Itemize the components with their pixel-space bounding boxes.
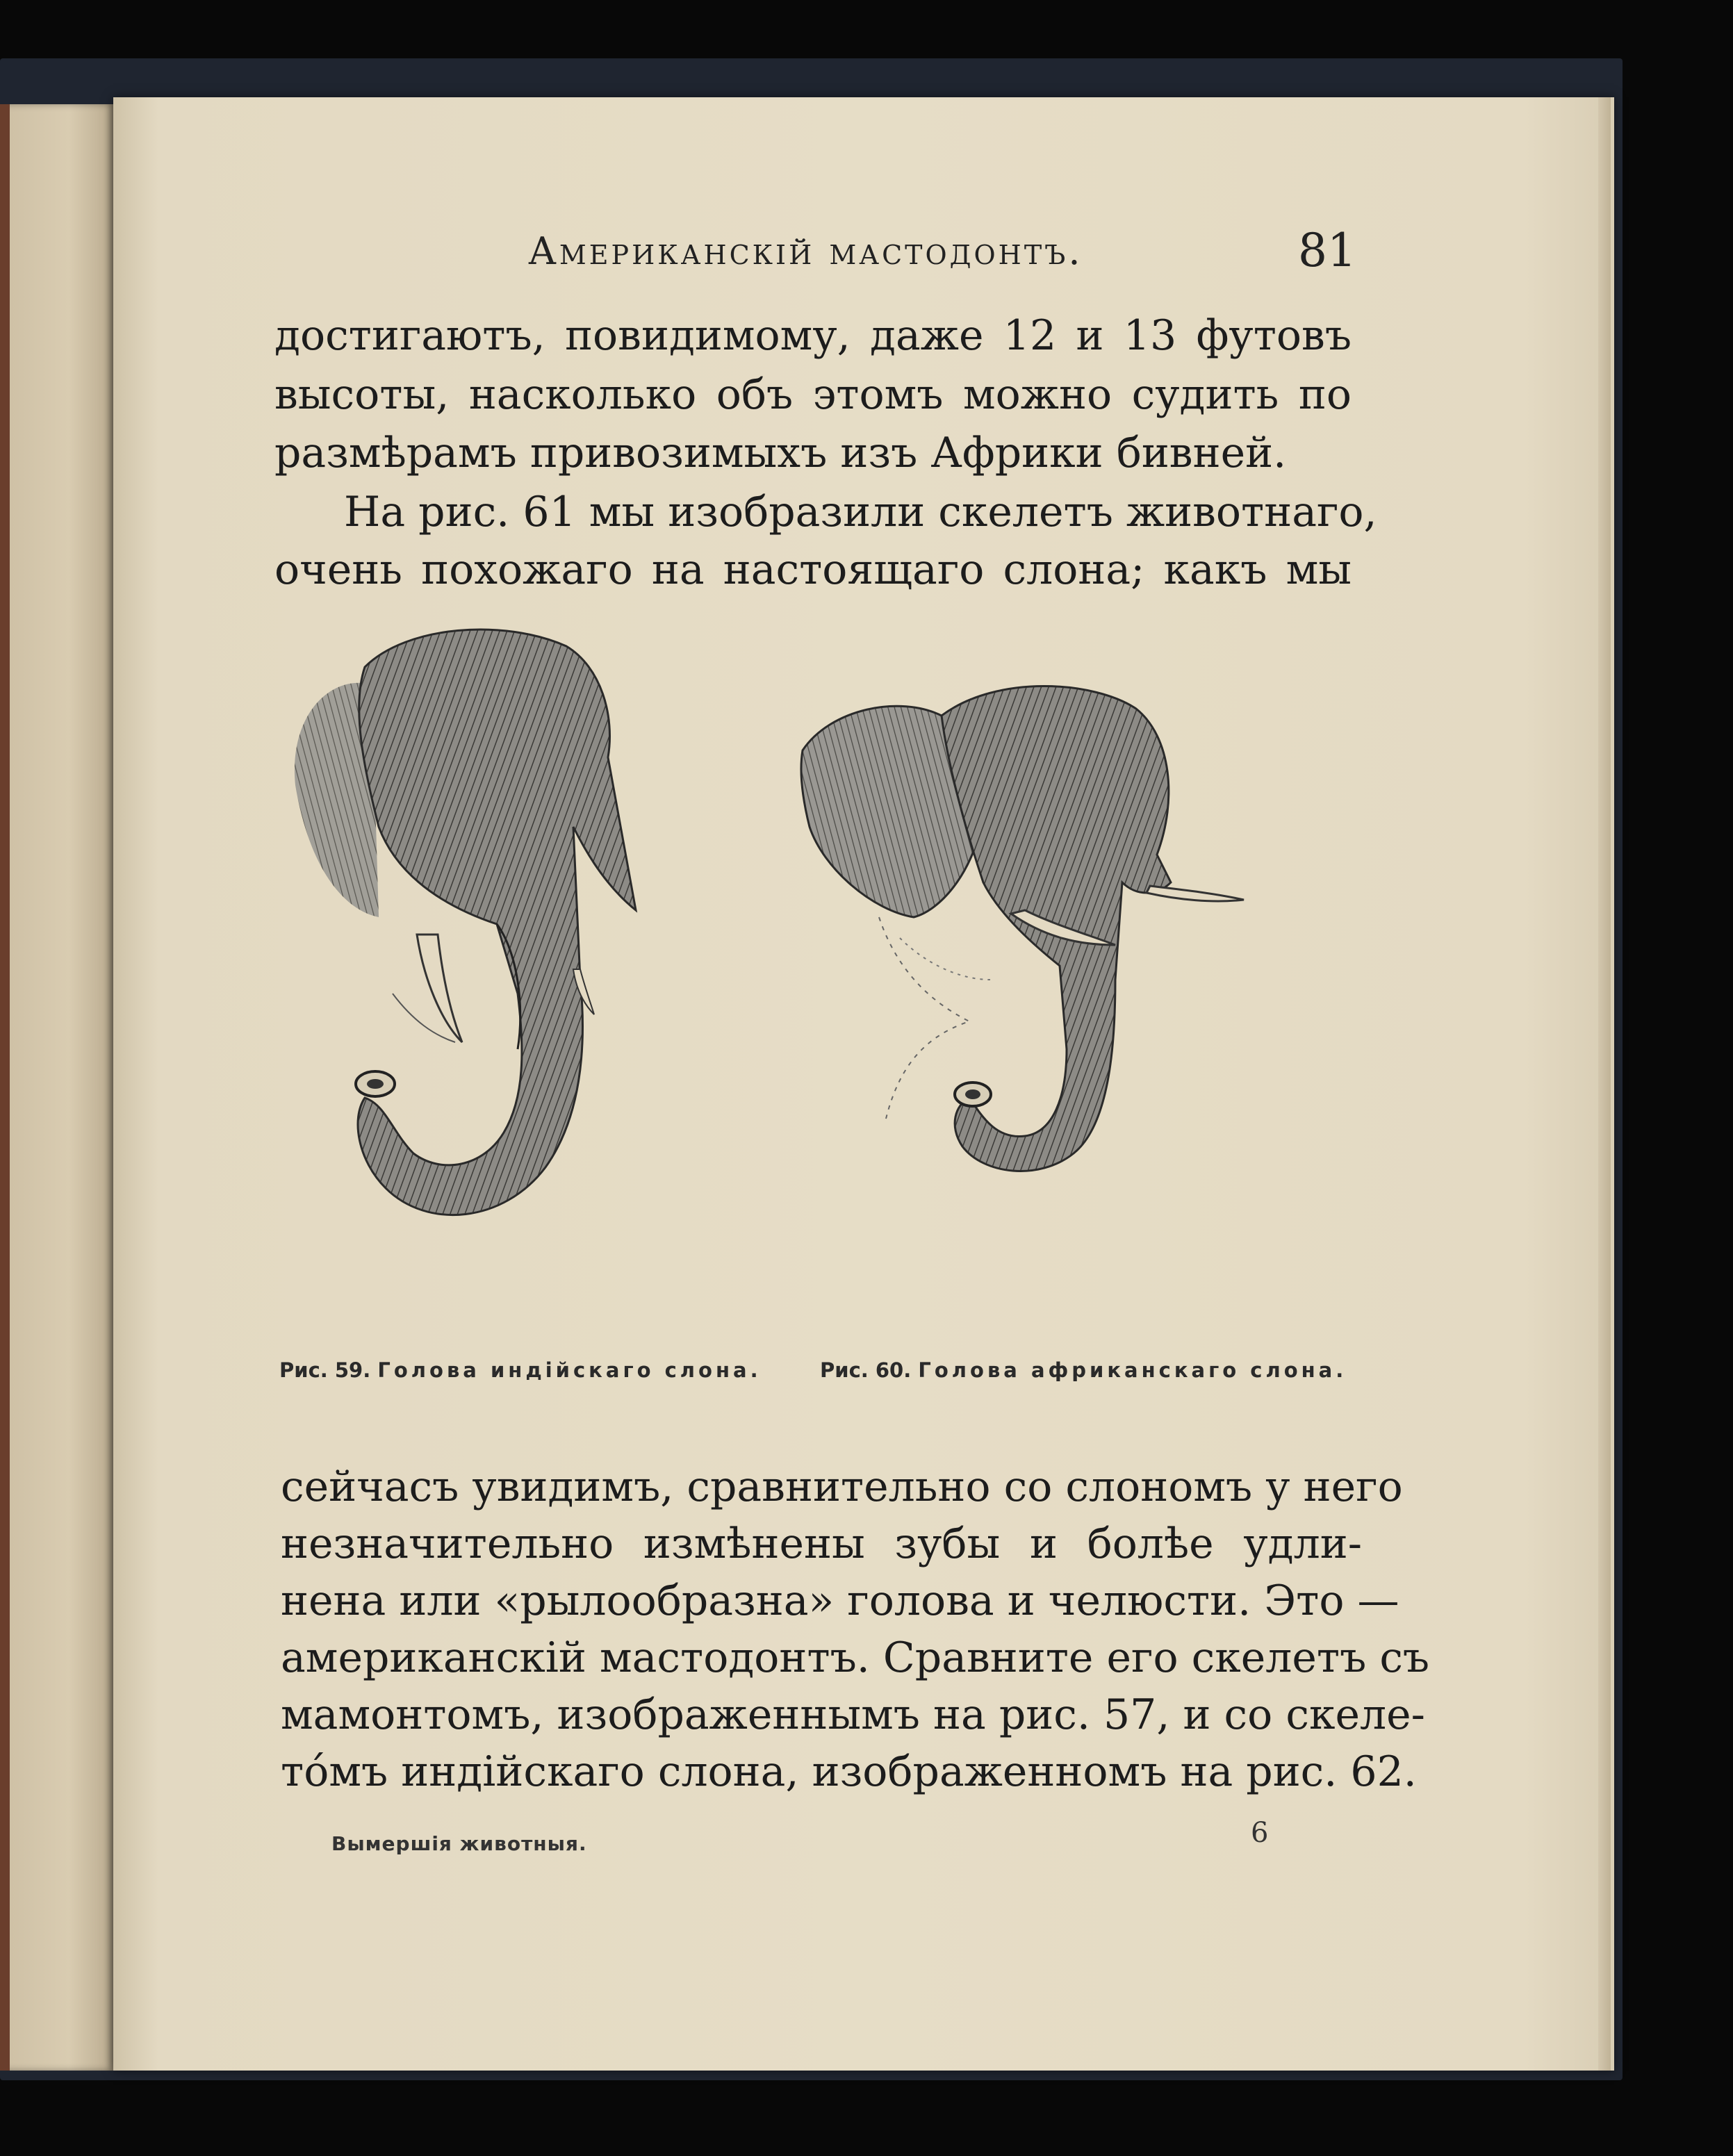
text-line: американскій мастодонтъ. Сравните его скелетъ съ — [281, 1634, 1430, 1682]
text-line: нена или «рылообразна» голова и челюсти. Это — — [281, 1577, 1399, 1625]
left-page-edge — [0, 104, 115, 2071]
text-line: мамонтомъ, изображеннымъ на рис. 57, и со скеле- — [281, 1690, 1425, 1739]
text-line: достигаютъ, повидимому, даже 12 и 13 футовъ — [274, 311, 1352, 360]
elephant-figures — [274, 618, 1386, 1369]
figure-60-caption — [820, 1358, 1347, 1382]
figure-59-label: Рис. 59. — [279, 1358, 371, 1382]
text-line: высоты, насколько объ этомъ можно судить по — [274, 370, 1352, 419]
figure-59-caption — [279, 1358, 762, 1382]
figure-60-text: Голова африканскаго слона. — [918, 1358, 1347, 1382]
text-line: На рис. 61 мы изобразили скелетъ животнаго, — [344, 488, 1377, 536]
page-fore-edge — [1598, 97, 1611, 2071]
sheet-number: 6 — [1251, 1817, 1269, 1849]
text-line: то́мъ индійскаго слона, изображенномъ на рис. 62. — [281, 1747, 1417, 1796]
signature-mark: Вымершія животныя. — [331, 1832, 587, 1855]
text-line: очень похожаго на настоящаго слона; какъ мы — [274, 545, 1352, 594]
running-title: Американскій мастодонтъ. — [528, 229, 1083, 273]
indian-elephant-illustration — [295, 629, 636, 1215]
text-line: незначительно измѣнены зубы и болѣе удли- — [281, 1520, 1362, 1568]
figure-60-label: Рис. 60. — [820, 1358, 912, 1382]
figure-59-text: Голова индійскаго слона. — [377, 1358, 762, 1382]
african-elephant-illustration — [801, 686, 1244, 1171]
text-line: размѣрамъ привозимыхъ изъ Африки бивней. — [274, 429, 1287, 477]
page-number: 81 — [1298, 224, 1356, 277]
text-line: сейчасъ увидимъ, сравнительно со слономъ у него — [281, 1463, 1403, 1511]
left-cover-edge — [0, 104, 10, 2071]
